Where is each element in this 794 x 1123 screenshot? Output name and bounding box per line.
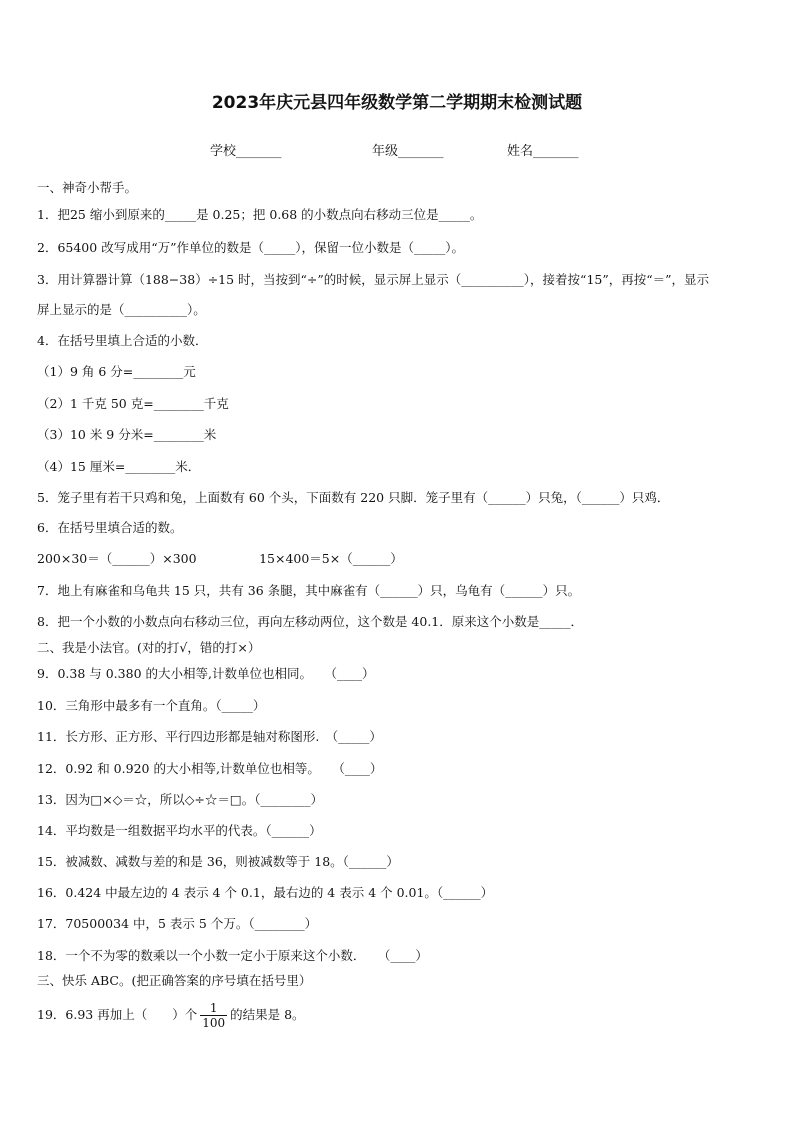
question-1: 1．把25 缩小到原来的_____是 0.25；把 0.68 的小数点向右移动三位是_____。 [37,207,483,222]
fraction [200,1001,227,1030]
page-title: 2023年庆元县四年级数学第二学期期末检测试题 [211,93,583,113]
question-4-part-3: （3）10 米 9 分米=________米 [37,427,217,442]
fraction-denominator: 100 [202,1016,226,1030]
question-19 [37,1000,305,1030]
question-2: 2．65400 改写成用“万”作单位的数是（_____），保留一位小数是（_____）。 [37,240,464,255]
question-4-part-2: （2）1 千克 50 克=________千克 [37,396,229,411]
question-18: 18．一个不为零的数乘以一个小数一定小于原来这个小数． （____） [37,948,428,963]
question-6-equations: 200×30＝（______）×300 15×400＝5×（______） [37,551,403,566]
question-4: 4．在括号里填上合适的小数． [37,333,208,348]
question-3-line-1: 3．用计算器计算（188−38）÷15 时，当按到“÷”的时候，显示屏上显示（__________），接着按“15”，再按“＝”，显示 [37,272,710,287]
name-field: 姓名_______ [507,144,579,159]
question-12: 12．0.92 和 0.920 的大小相等,计数单位也相等。 （____） [37,761,383,776]
school-field: 学校_______ [210,144,282,159]
question-3-line-2: 屏上显示的是（__________）。 [37,302,206,317]
question-19-after: 的结果是 8。 [230,1007,305,1022]
question-16: 16．0.424 中最左边的 4 表示 4 个 0.1，最右边的 4 表示 4 个 0.01。（______） [37,885,494,900]
section-heading-1: 一、神奇小帮手。 [37,180,138,195]
question-6: 6．在括号里填合适的数。 [37,520,183,535]
question-13: 13．因为□×◇＝☆，所以◇÷☆＝□。（________） [37,792,323,807]
question-10: 10．三角形中最多有一个直角。（_____） [37,698,266,713]
question-4-part-4: （4）15 厘米=________米． [37,459,201,474]
question-9: 9．0.38 与 0.380 的大小相等,计数单位也相同。 （____） [37,666,375,681]
grade-field: 年级_______ [372,144,444,159]
question-4-part-1: （1）9 角 6 分=________元 [37,364,196,379]
question-14: 14．平均数是一组数据平均水平的代表。（______） [37,823,322,838]
section-heading-2: 二、我是小法官。(对的打√，错的打×） [37,640,261,655]
question-11: 11．长方形、正方形、平行四边形都是轴对称图形. （_____） [37,729,382,744]
question-7: 7．地上有麻雀和乌龟共 15 只，共有 36 条腿，其中麻雀有（______）只，乌龟有（______）只。 [37,583,581,598]
question-5: 5．笼子里有若干只鸡和兔，上面数有 60 个头，下面数有 220 只脚．笼子里有（______）只兔，（______）只鸡． [37,490,670,505]
question-8: 8．把一个小数的小数点向右移动三位，再向左移动两位，这个数是 40.1．原来这个小数是_____． [37,614,584,629]
question-15: 15．被减数、减数与差的和是 36，则被减数等于 18。（______） [37,854,399,869]
question-17: 17．70500034 中，5 表示 5 个万。（________） [37,916,318,931]
section-heading-3: 三、快乐 ABC。(把正确答案的序号填在括号里） [37,973,312,988]
fraction-numerator: 1 [200,1001,227,1016]
question-19-before: 19．6.93 再加上（ ）个 [37,1007,198,1022]
